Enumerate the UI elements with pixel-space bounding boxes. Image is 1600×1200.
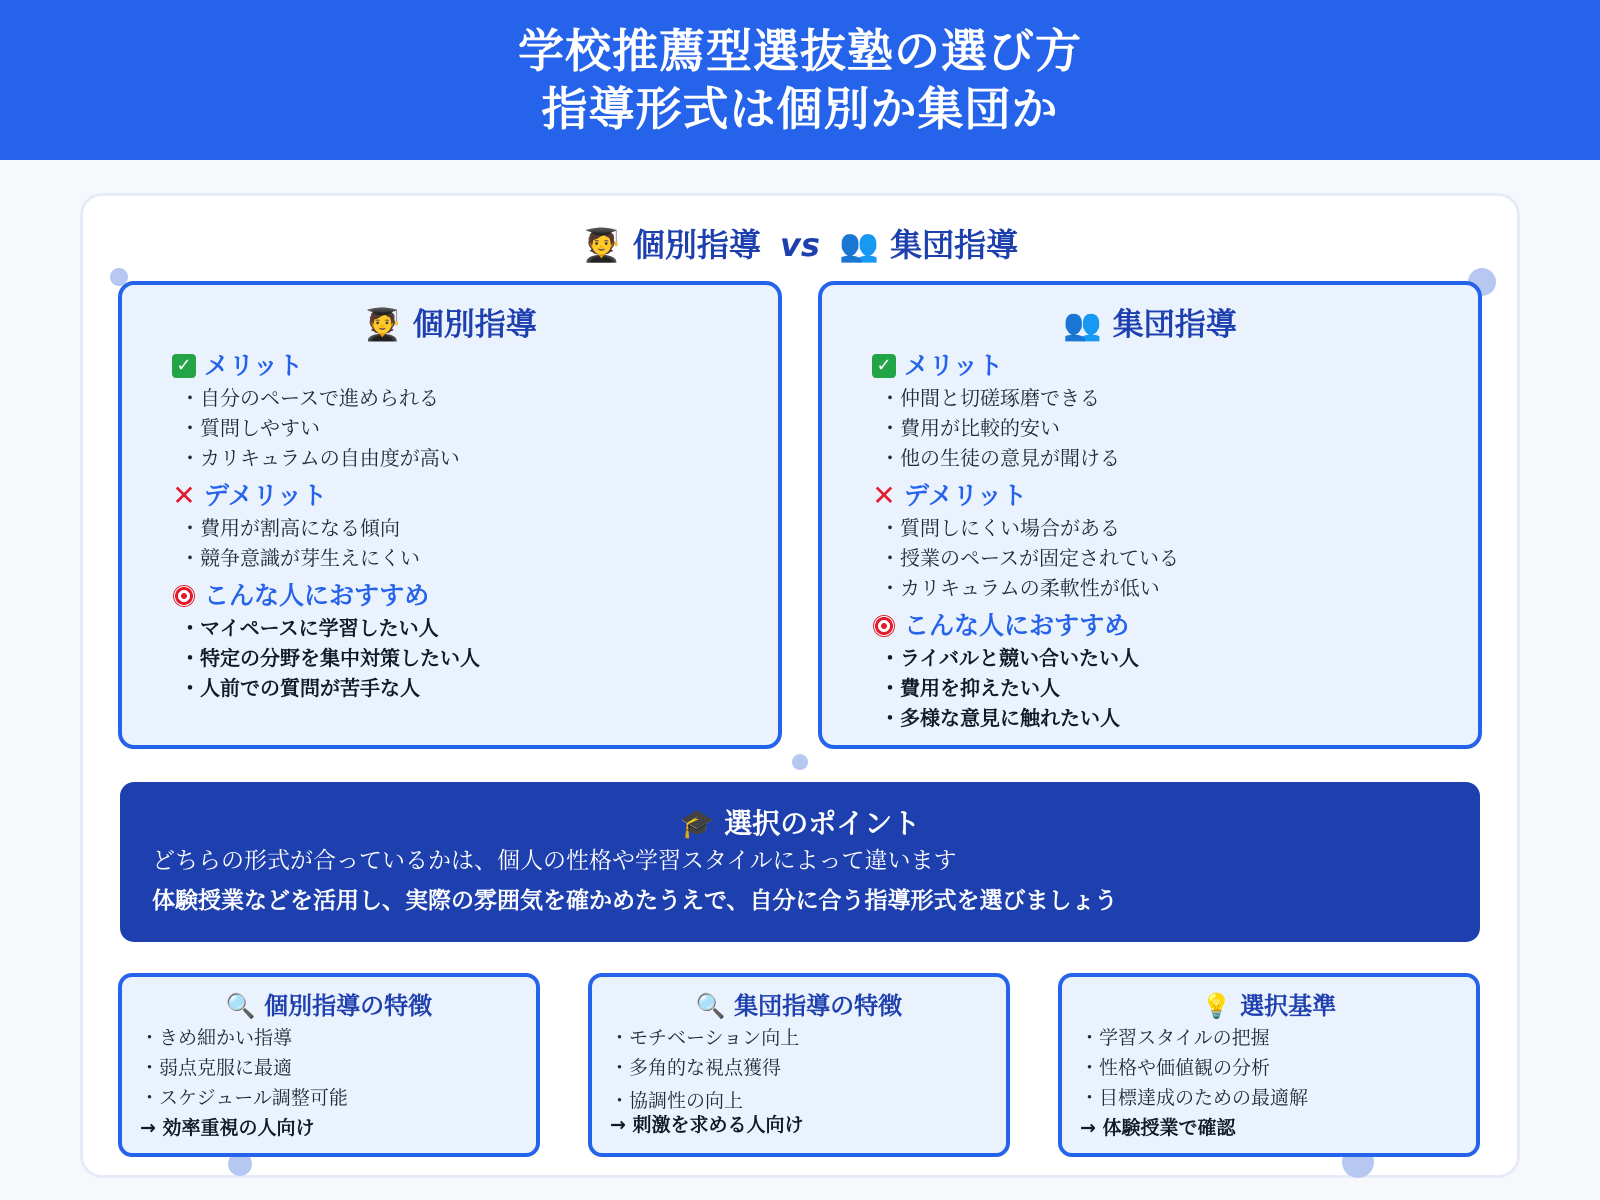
feature-card-title bbox=[592, 989, 1006, 1023]
feature-item: ・きめ細かい指導 bbox=[140, 1027, 293, 1049]
group-icon: 👥 bbox=[839, 226, 879, 264]
feature-item: ・モチベーション向上 bbox=[610, 1027, 800, 1049]
demerit-item: ・競争意識が芽生えにくい bbox=[180, 546, 420, 570]
feature-item: ・スケジュール調整可能 bbox=[140, 1087, 348, 1109]
check-icon: ✓ bbox=[170, 354, 198, 378]
demerit-heading bbox=[170, 479, 778, 513]
feature-item: ・性格や価値観の分析 bbox=[1080, 1057, 1271, 1079]
selection-point-advice: 体験授業などを活用し、実際の雰囲気を確かめたうえで、自分に合う指導形式を選びましょう bbox=[152, 888, 1118, 914]
group-card-title bbox=[822, 299, 1478, 343]
individual-card bbox=[118, 281, 782, 749]
merit-label: メリット bbox=[904, 351, 1004, 380]
magnifier-icon: 🔍 bbox=[225, 992, 256, 1020]
feature-item: ・学習スタイルの把握 bbox=[1080, 1027, 1270, 1049]
demerit-heading bbox=[870, 479, 1478, 513]
individual-feature-card bbox=[118, 973, 540, 1157]
group-feature-card bbox=[588, 973, 1010, 1157]
feature-title-label: 選択基準 bbox=[1240, 992, 1337, 1020]
feature-title-label: 集団指導の特徴 bbox=[734, 992, 903, 1020]
cross-icon: ✕ bbox=[172, 479, 196, 512]
individual-title-label: 個別指導 bbox=[412, 307, 537, 343]
merit-item: ・カリキュラムの自由度が高い bbox=[180, 446, 460, 470]
student-icon: 🧑‍🎓 bbox=[363, 307, 402, 343]
merit-heading bbox=[170, 349, 778, 383]
decor-dot bbox=[792, 754, 808, 770]
target-icon bbox=[170, 585, 198, 607]
recommend-label: こんな人におすすめ bbox=[904, 611, 1130, 640]
recommend-section bbox=[870, 609, 1478, 733]
feature-card-title bbox=[1062, 989, 1476, 1023]
group-title-label: 集団指導 bbox=[1112, 307, 1237, 343]
merit-item: ・費用が比較的安い bbox=[880, 416, 1060, 440]
graduation-cap-icon: 🎓 bbox=[679, 807, 715, 840]
recommend-heading bbox=[870, 609, 1478, 643]
recommend-item: ・人前での質問が苦手な人 bbox=[180, 676, 420, 700]
feature-conclusion: → 刺激を求める人向け bbox=[610, 1114, 804, 1136]
merit-heading bbox=[870, 349, 1478, 383]
individual-card-title bbox=[122, 299, 778, 343]
demerit-item: ・授業のペースが固定されている bbox=[880, 546, 1179, 570]
comparison-right-label: 集団指導 bbox=[890, 226, 1019, 264]
page-title-line-1: 学校推薦型選抜塾の選び方 bbox=[518, 24, 1082, 78]
demerit-label: デメリット bbox=[904, 481, 1028, 510]
feature-item: ・目標達成のための最適解 bbox=[1080, 1087, 1309, 1109]
demerit-item: ・カリキュラムの柔軟性が低い bbox=[880, 576, 1160, 600]
selection-point-text: どちらの形式が合っているかは、個人の性格や学習スタイルによって違います bbox=[152, 848, 957, 874]
feature-item: ・弱点克服に最適 bbox=[140, 1057, 293, 1079]
demerit-item: ・質問しにくい場合がある bbox=[880, 516, 1120, 540]
demerit-section bbox=[170, 479, 778, 573]
vs-label: vs bbox=[780, 226, 820, 264]
page-header bbox=[0, 0, 1600, 160]
demerit-section bbox=[870, 479, 1478, 603]
recommend-label: こんな人におすすめ bbox=[204, 581, 430, 610]
selection-point-title bbox=[120, 802, 1480, 838]
lightbulb-icon: 💡 bbox=[1201, 992, 1232, 1020]
recommend-item: ・特定の分野を集中対策したい人 bbox=[180, 646, 480, 670]
student-icon: 🧑‍🎓 bbox=[581, 226, 622, 264]
feature-card-title bbox=[122, 989, 536, 1023]
merit-item: ・質問しやすい bbox=[180, 416, 320, 440]
feature-item: ・多角的な視点獲得 bbox=[610, 1057, 782, 1079]
recommend-heading bbox=[170, 579, 778, 613]
merit-item: ・他の生徒の意見が聞ける bbox=[880, 446, 1120, 470]
recommend-item: ・ライバルと競い合いたい人 bbox=[880, 646, 1139, 670]
merit-item: ・自分のペースで進められる bbox=[180, 386, 439, 410]
selection-point-box bbox=[120, 782, 1480, 942]
merit-section bbox=[870, 349, 1478, 473]
feature-item: ・協調性の向上 bbox=[610, 1090, 744, 1112]
group-card bbox=[818, 281, 1482, 749]
recommend-item: ・多様な意見に触れたい人 bbox=[880, 706, 1120, 730]
demerit-label: デメリット bbox=[204, 481, 328, 510]
merit-item: ・仲間と切磋琢磨できる bbox=[880, 386, 1100, 410]
selection-point-label: 選択のポイント bbox=[724, 807, 921, 840]
recommend-item: ・マイペースに学習したい人 bbox=[180, 616, 439, 640]
magnifier-icon: 🔍 bbox=[695, 992, 726, 1020]
comparison-left-label: 個別指導 bbox=[632, 226, 761, 264]
feature-conclusion: → 体験授業で確認 bbox=[1080, 1117, 1236, 1139]
selection-criteria-card bbox=[1058, 973, 1480, 1157]
recommend-section bbox=[170, 579, 778, 703]
check-icon: ✓ bbox=[870, 354, 898, 378]
cross-icon: ✕ bbox=[872, 479, 896, 512]
recommend-item: ・費用を抑えたい人 bbox=[880, 676, 1060, 700]
merit-section bbox=[170, 349, 778, 473]
group-icon: 👥 bbox=[1063, 307, 1102, 343]
feature-conclusion: → 効率重視の人向け bbox=[140, 1117, 315, 1139]
page-title-line-2: 指導形式は個別か集団か bbox=[541, 82, 1059, 136]
demerit-item: ・費用が割高になる傾向 bbox=[180, 516, 400, 540]
target-icon bbox=[870, 615, 898, 637]
feature-title-label: 個別指導の特徴 bbox=[264, 992, 433, 1020]
merit-label: メリット bbox=[204, 351, 304, 380]
comparison-title bbox=[0, 220, 1600, 266]
